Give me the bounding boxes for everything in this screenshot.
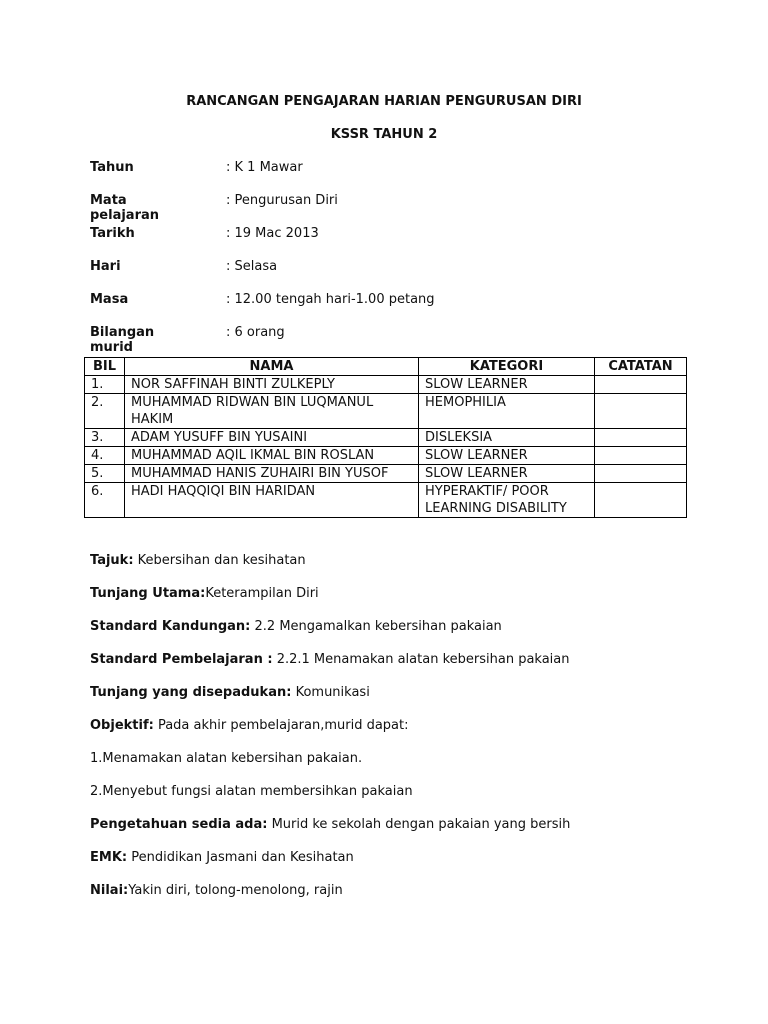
info-value: : K 1 Mawar bbox=[226, 160, 303, 175]
info-label: Hari bbox=[90, 259, 121, 274]
cell-bil: 4. bbox=[85, 447, 125, 465]
document-subtitle: KSSR TAHUN 2 bbox=[330, 127, 438, 142]
nilai-value: Yakin diri, tolong-menolong, rajin bbox=[128, 883, 343, 898]
cell-nama: MUHAMMAD RIDWAN BIN LUQMANUL HAKIM bbox=[125, 394, 419, 429]
info-value: : 19 Mac 2013 bbox=[226, 226, 319, 241]
nilai-label: Nilai: bbox=[90, 883, 129, 898]
info-value: : 12.00 tengah hari-1.00 petang bbox=[226, 292, 435, 307]
cell-bil: 6. bbox=[85, 483, 125, 518]
tunjang-disepadukan-line bbox=[90, 685, 710, 718]
objektif-item-1: 1.Menamakan alatan kebersihan pakaian. bbox=[90, 751, 363, 766]
info-value: : Pengurusan Diri bbox=[226, 193, 338, 208]
cell-nama: ADAM YUSUFF BIN YUSAINI bbox=[125, 429, 419, 447]
cell-bil: 5. bbox=[85, 465, 125, 483]
cell-bil: 3. bbox=[85, 429, 125, 447]
cell-nama: MUHAMMAD AQIL IKMAL BIN ROSLAN bbox=[125, 447, 419, 465]
objektif-item-2: 2.Menyebut fungsi alatan membersihkan pakaian bbox=[90, 784, 413, 799]
cell-kategori: DISLEKSIA bbox=[419, 429, 595, 447]
emk-label: EMK: bbox=[90, 850, 128, 865]
nilai-line bbox=[90, 883, 710, 916]
tunjang-utama-line bbox=[90, 586, 710, 619]
cell-catatan bbox=[595, 376, 687, 394]
cell-catatan bbox=[595, 465, 687, 483]
tajuk-value: Kebersihan dan kesihatan bbox=[133, 553, 306, 568]
table-row bbox=[85, 376, 687, 394]
table-row bbox=[85, 429, 687, 447]
column-header-nama: NAMA bbox=[125, 358, 419, 376]
info-label: Masa bbox=[90, 292, 129, 307]
objektif-value: Pada akhir pembelajaran,murid dapat: bbox=[153, 718, 409, 733]
table-row bbox=[85, 394, 687, 429]
cell-catatan bbox=[595, 394, 687, 429]
tunjang-utama-label: Tunjang Utama: bbox=[90, 586, 206, 601]
table-row bbox=[85, 447, 687, 465]
student-table bbox=[84, 357, 687, 518]
pengetahuan-line bbox=[90, 817, 710, 850]
column-header-bil: BIL bbox=[85, 358, 125, 376]
column-header-catatan: CATATAN bbox=[595, 358, 687, 376]
cell-catatan bbox=[595, 483, 687, 518]
table-row bbox=[85, 483, 687, 518]
cell-kategori: SLOW LEARNER bbox=[419, 376, 595, 394]
standard-kandungan-value: 2.2 Mengamalkan kebersihan pakaian bbox=[250, 619, 502, 634]
tunjang-disepadukan-value: Komunikasi bbox=[291, 685, 370, 700]
info-value: : 6 orang bbox=[226, 325, 285, 340]
cell-catatan bbox=[595, 447, 687, 465]
standard-pembelajaran-line bbox=[90, 652, 710, 685]
cell-bil: 2. bbox=[85, 394, 125, 429]
objektif-label: Objektif: bbox=[90, 718, 154, 733]
info-label: Tarikh bbox=[90, 226, 135, 241]
table-header-row bbox=[85, 358, 687, 376]
cell-nama: HADI HAQQIQI BIN HARIDAN bbox=[125, 483, 419, 518]
cell-bil: 1. bbox=[85, 376, 125, 394]
table-row bbox=[85, 465, 687, 483]
document-title: RANCANGAN PENGAJARAN HARIAN PENGURUSAN DIRI bbox=[186, 94, 582, 109]
cell-kategori: SLOW LEARNER bbox=[419, 447, 595, 465]
standard-kandungan-label: Standard Kandungan: bbox=[90, 619, 251, 634]
emk-line bbox=[90, 850, 710, 883]
tajuk-line bbox=[90, 553, 710, 586]
standard-pembelajaran-label: Standard Pembelajaran : bbox=[90, 652, 273, 667]
tajuk-label: Tajuk: bbox=[90, 553, 134, 568]
cell-kategori: HEMOPHILIA bbox=[419, 394, 595, 429]
cell-catatan bbox=[595, 429, 687, 447]
info-label: Tahun bbox=[90, 160, 134, 175]
emk-value: Pendidikan Jasmani dan Kesihatan bbox=[127, 850, 354, 865]
standard-kandungan-line bbox=[90, 619, 710, 652]
cell-kategori: HYPERAKTIF/ POOR LEARNING DISABILITY bbox=[419, 483, 595, 518]
column-header-kategori: KATEGORI bbox=[419, 358, 595, 376]
info-label: Bilangan murid bbox=[90, 325, 155, 355]
info-label: Mata pelajaran bbox=[90, 193, 160, 223]
cell-nama: MUHAMMAD HANIS ZUHAIRI BIN YUSOF bbox=[125, 465, 419, 483]
tunjang-utama-value: Keterampilan Diri bbox=[205, 586, 319, 601]
info-value: : Selasa bbox=[226, 259, 278, 274]
cell-nama: NOR SAFFINAH BINTI ZULKEPLY bbox=[125, 376, 419, 394]
lesson-details bbox=[90, 553, 710, 916]
objektif-line bbox=[90, 718, 710, 751]
cell-kategori: SLOW LEARNER bbox=[419, 465, 595, 483]
tunjang-disepadukan-label: Tunjang yang disepadukan: bbox=[90, 685, 292, 700]
pengetahuan-value: Murid ke sekolah dengan pakaian yang bersih bbox=[267, 817, 571, 832]
pengetahuan-label: Pengetahuan sedia ada: bbox=[90, 817, 268, 832]
standard-pembelajaran-value: 2.2.1 Menamakan alatan kebersihan pakaian bbox=[272, 652, 570, 667]
